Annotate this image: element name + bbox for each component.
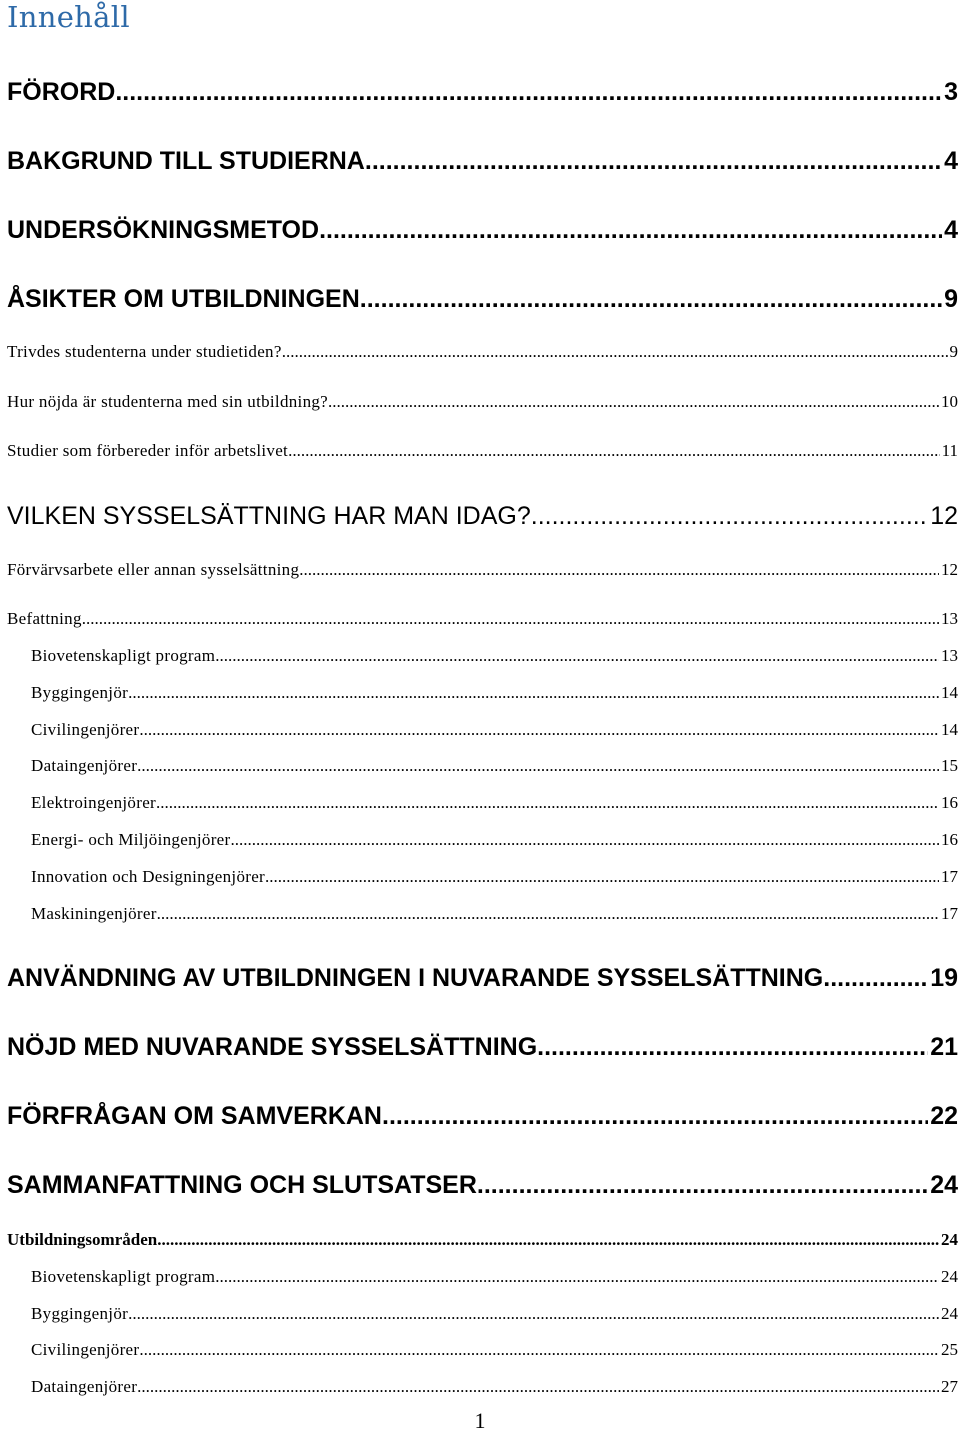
toc-entry[interactable] (31, 1267, 958, 1287)
toc-entry-page: 25 (941, 1340, 958, 1359)
dot-leader (360, 285, 942, 314)
toc-entry-label: Maskiningenjörer (31, 904, 157, 923)
toc-entry-page: 21 (930, 1033, 958, 1061)
dot-leader (299, 560, 939, 580)
toc-entry[interactable] (31, 1377, 958, 1397)
dot-leader (328, 392, 939, 412)
toc-entry[interactable] (7, 609, 958, 629)
dot-leader (157, 904, 939, 924)
toc-entry[interactable] (7, 392, 958, 412)
toc-entry-page: 24 (930, 1171, 958, 1199)
toc-entry[interactable] (7, 342, 958, 362)
toc-entry-page: 12 (941, 560, 958, 579)
toc-entry-label: SAMMANFATTNING OCH SLUTSATSER (7, 1171, 477, 1199)
dot-leader (288, 441, 940, 461)
toc-entry-label: Biovetenskapligt program (31, 1267, 216, 1286)
toc-entry[interactable] (31, 1304, 958, 1324)
dot-leader (215, 646, 939, 666)
toc-entry-label: Elektroingenjörer (31, 793, 156, 812)
toc-entry-page: 22 (930, 1102, 958, 1130)
toc-entry-label: Byggingenjör (31, 683, 129, 702)
toc-entry-label: Utbildningsområden (7, 1230, 158, 1249)
toc-entry-page: 14 (941, 683, 958, 702)
dot-leader (128, 683, 939, 703)
toc-entry[interactable] (31, 904, 958, 924)
toc-entry[interactable] (31, 756, 958, 776)
toc-entry[interactable] (7, 441, 958, 461)
toc-entry-page: 14 (941, 720, 958, 739)
dot-leader (477, 1171, 928, 1200)
toc-entry-page: 19 (930, 964, 958, 992)
toc-entry-label: Förvärvsarbete eller annan sysselsättning (7, 560, 300, 579)
toc-entry-label: Byggingenjör (31, 1304, 129, 1323)
toc-entry-page: 17 (941, 867, 958, 886)
toc-entry[interactable] (7, 1102, 958, 1131)
toc-entry[interactable] (7, 147, 958, 176)
toc-entry-label: Befattning (7, 609, 82, 628)
toc-entry[interactable] (7, 560, 958, 580)
dot-leader (139, 1340, 939, 1360)
toc-entry-label: BAKGRUND TILL STUDIERNA (7, 147, 365, 175)
toc-entry-label: Dataingenjörer (31, 1377, 138, 1396)
dot-leader (382, 1102, 928, 1131)
toc-entry[interactable] (7, 502, 958, 531)
toc-entry-label: NÖJD MED NUVARANDE SYSSELSÄTTNING (7, 1033, 538, 1061)
toc-entry-page: 24 (941, 1267, 958, 1286)
toc-entry-label: FÖRFRÅGAN OM SAMVERKAN (7, 1102, 382, 1130)
dot-leader (82, 609, 939, 629)
toc-entry-page: 11 (941, 441, 958, 460)
toc-entry-label: Studier som förbereder inför arbetslivet (7, 441, 289, 460)
toc-entry[interactable] (7, 1171, 958, 1200)
toc-entry-page: 15 (941, 756, 958, 775)
toc-entry-label: FÖRORD (7, 78, 116, 106)
dot-leader (319, 216, 942, 245)
toc-entry-label: Civilingenjörer (31, 720, 140, 739)
dot-leader (156, 793, 939, 813)
toc-entry-page: 9 (944, 285, 958, 313)
toc-entry[interactable] (31, 683, 958, 703)
page-number: 1 (474, 1408, 486, 1433)
toc-entry-label: Dataingenjörer (31, 756, 138, 775)
toc-heading: Innehåll (7, 0, 130, 34)
toc-entry-page: 4 (944, 147, 958, 175)
toc-entry[interactable] (7, 216, 958, 245)
toc-entry[interactable] (7, 285, 958, 314)
toc-entry[interactable] (31, 646, 958, 666)
dot-leader (230, 830, 939, 850)
toc-entry-label: ANVÄNDNING AV UTBILDNINGEN I NUVARANDE SYSSELSÄTTNING (7, 964, 824, 992)
dot-leader (215, 1267, 939, 1287)
toc-entry-page: 24 (941, 1230, 958, 1249)
toc-entry-label: ÅSIKTER OM UTBILDNINGEN (7, 285, 360, 313)
toc-entry[interactable] (7, 964, 958, 993)
dot-leader (128, 1304, 939, 1324)
toc-entry-page: 27 (941, 1377, 958, 1396)
dot-leader (531, 502, 928, 531)
toc-entry[interactable] (31, 830, 958, 850)
dot-leader (537, 1033, 928, 1062)
toc-entry-page: 3 (944, 78, 958, 106)
toc-entry-page: 16 (941, 793, 958, 812)
toc-entry-label: Biovetenskapligt program (31, 646, 216, 665)
dot-leader (823, 964, 928, 993)
dot-leader (282, 342, 948, 362)
toc-entry-page: 24 (941, 1304, 958, 1323)
toc-entry-page: 17 (941, 904, 958, 923)
toc-entry[interactable] (7, 1033, 958, 1062)
toc-entry-label: UNDERSÖKNINGSMETOD (7, 216, 320, 244)
toc-entry[interactable] (31, 720, 958, 740)
toc-entry[interactable] (7, 78, 958, 107)
toc-entry-label: Hur nöjda är studenterna med sin utbildning? (7, 392, 329, 411)
toc-entry[interactable] (7, 1230, 958, 1250)
toc-entry[interactable] (31, 793, 958, 813)
toc-entry-page: 4 (944, 216, 958, 244)
toc-entry-label: Innovation och Designingenjörer (31, 867, 266, 886)
dot-leader (157, 1230, 939, 1250)
toc-entry-page: 16 (941, 830, 958, 849)
dot-leader (365, 147, 942, 176)
toc-entry-page: 13 (941, 609, 958, 628)
toc-entry-page: 13 (941, 646, 958, 665)
dot-leader (265, 867, 939, 887)
toc-entry-label: Trivdes studenterna under studietiden? (7, 342, 282, 361)
dot-leader (137, 756, 939, 776)
toc-entry-label: Civilingenjörer (31, 1340, 140, 1359)
toc-entry-label: VILKEN SYSSELSÄTTNING HAR MAN IDAG? (7, 502, 531, 530)
toc-entry-label: Energi- och Miljöingenjörer (31, 830, 231, 849)
toc-entry-page: 12 (930, 502, 958, 530)
toc-entry-page: 9 (949, 342, 958, 361)
toc-entry-page: 10 (941, 392, 958, 411)
dot-leader (139, 720, 939, 740)
toc-entry[interactable] (31, 1340, 958, 1360)
toc-entry[interactable] (31, 867, 958, 887)
dot-leader (137, 1377, 939, 1397)
dot-leader (115, 78, 942, 107)
